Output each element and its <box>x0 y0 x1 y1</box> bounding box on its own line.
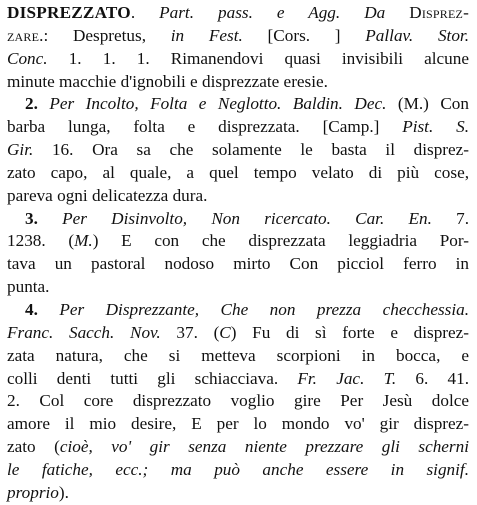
source-citation: Conc. <box>7 48 48 68</box>
entry-line: DISPREZZATO. Part. pass. e Agg. Da Disprez- <box>7 3 469 22</box>
entry-line: 3. Per Disinvolto, Non ricercato. Car. En. 7. <box>25 208 470 228</box>
source-citation: Fr. Jac. T. <box>297 368 397 388</box>
sense-number: 4. <box>25 299 38 319</box>
headword: DISPREZZATO <box>7 3 131 22</box>
entry-line: barba lunga, folta e disprezzata. [Camp.] Pist. S. <box>7 117 469 137</box>
source-citation: Gir. <box>7 140 34 160</box>
entry-line: 1238. (M.) E con che disprezzata leggiadria Por- <box>7 231 469 251</box>
entry-line <box>7 459 469 482</box>
sense-number: 3. <box>25 208 38 228</box>
entry-line: tava un pastoral nodoso mirto Con picciol ferro in <box>7 254 469 274</box>
part-of-speech: Part. pass. e Agg. <box>159 3 341 22</box>
entry-line: 2. Col core disprezzato voglio gire Per Jesù dolce <box>7 391 469 411</box>
entry-line: Franc. Sacch. Nov. 37. (C) Fu di sì forte e disprez- <box>7 322 470 342</box>
source-citation: Pallav. Stor. <box>365 25 469 45</box>
editorial-note: le fatiche, ecc.; ma può anche essere in signif. <box>7 459 469 479</box>
entry-line: 2. Per Incolto, Folta e Neglotto. Baldin. Dec. (M.) Con <box>25 94 469 114</box>
entry-line: proprio). <box>7 482 69 502</box>
entry-line: minute macchie d'ignobili e disprezzate eresie. <box>7 71 328 91</box>
entry-line: zato (cioè, vo' gir senza niente prezzare gli scherni <box>7 437 469 457</box>
sense-definition: Per Disinvolto, Non ricercato. Car. En. <box>37 208 432 228</box>
entry-line: zato capo, al quale, a quel tempo velato di più cose, <box>7 162 469 182</box>
sense-definition: Per Incolto, Folta e Neglotto. Baldin. Dec. <box>37 94 387 114</box>
source-citation: Pist. S. <box>402 117 469 137</box>
cross-reference: Disprez- <box>409 3 469 22</box>
source-citation: Franc. Sacch. Nov. <box>7 322 161 342</box>
entry-line: pareva ogni delicatezza dura. <box>7 185 208 205</box>
entry-line: zata natura, che si metteva scorpioni in bocca, e <box>7 345 469 365</box>
entry-line: Gir. 16. Ora sa che solamente le basta il disprez- <box>7 140 469 160</box>
sense-definition: Per Disprezzante, Che non prezza checchessia. <box>37 299 469 319</box>
source-citation: in Fest. <box>170 25 243 45</box>
entry-line: Conc. 1. 1. 1. Rimanendovi quasi invisibili alcune <box>7 48 469 68</box>
entry-line: colli denti tutti gli schiacciava. Fr. Jac. T. 6. 41. <box>7 368 470 388</box>
entry-line: punta. <box>7 277 50 297</box>
sense-number: 2. <box>25 94 38 114</box>
entry-line: zare.: Despretus, in Fest. [Cors. ] Pallav. Stor. <box>7 25 469 45</box>
editorial-note: cioè, vo' gir senza niente prezzare gli scherni <box>59 437 469 457</box>
entry-line: amore il mio desire, E per lo mondo vo' gir disprez- <box>7 414 469 434</box>
entry-line <box>7 299 469 322</box>
